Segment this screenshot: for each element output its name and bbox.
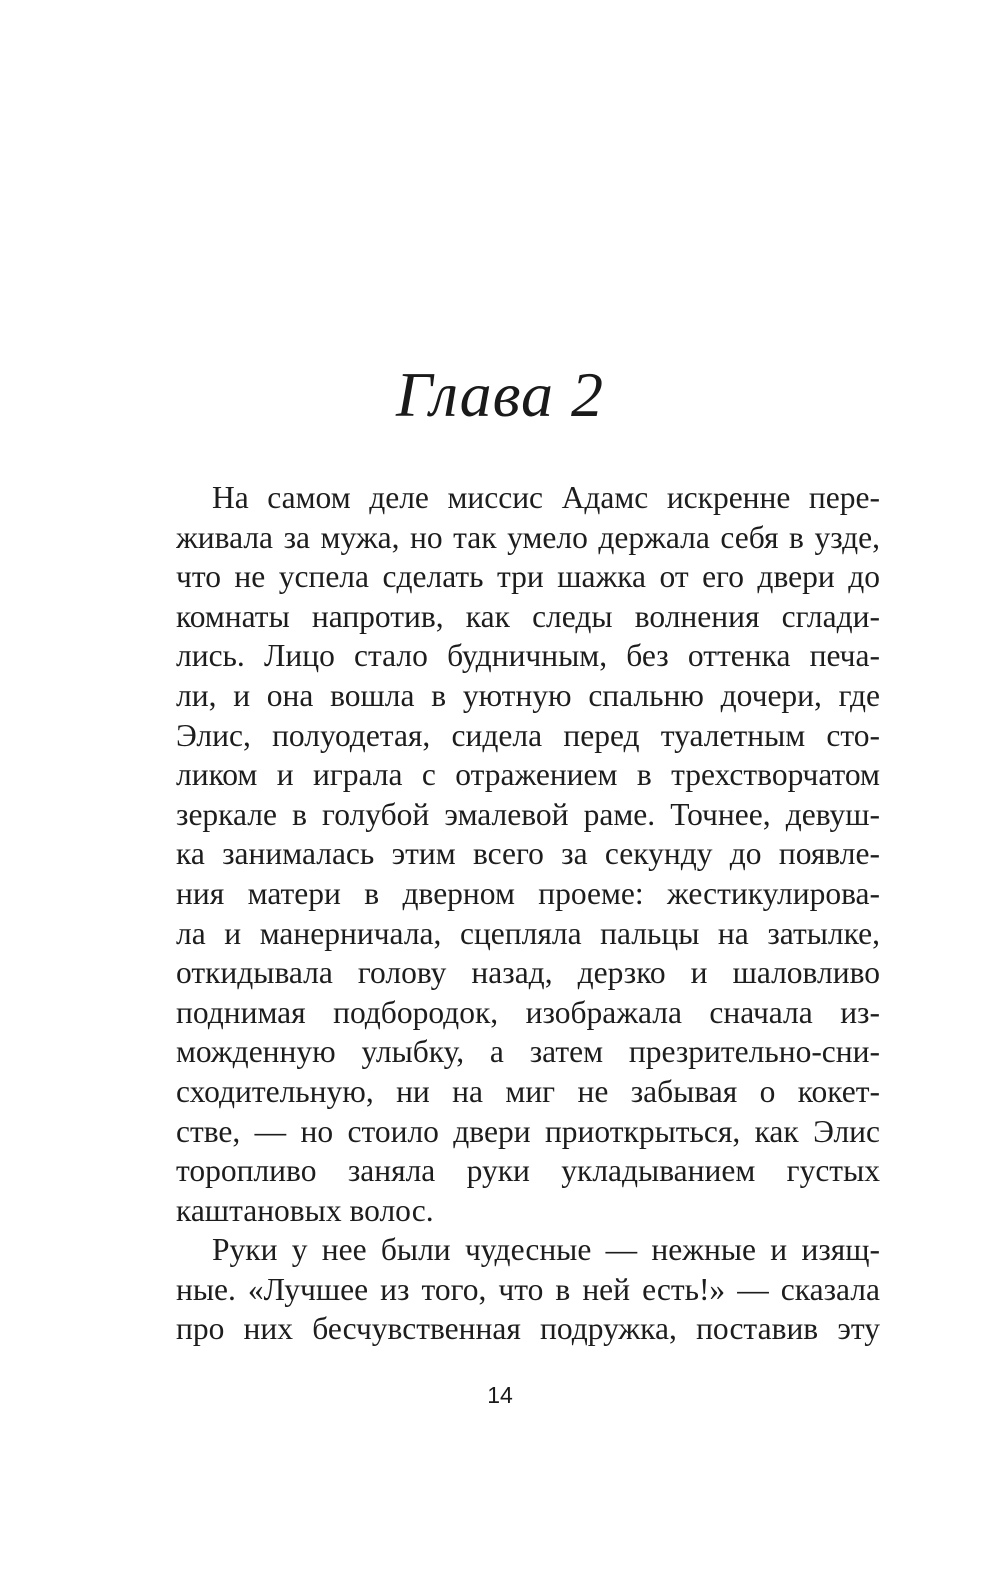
- body-text: [176, 478, 880, 1349]
- text-line: можденную улыбку, а затем презрительно-сни-: [176, 1034, 880, 1070]
- text-line: ла и манерничала, сцепляла пальцы на затылке,: [176, 915, 880, 951]
- text-line: стве, — но стоило двери приоткрыться, как Элис: [176, 1113, 880, 1149]
- text-line: поднимая подбородок, изображала сначала из-: [176, 994, 880, 1030]
- chapter-title: Глава 2: [395, 359, 605, 430]
- text-line: что не успела сделать три шажка от его двери до: [176, 559, 880, 595]
- text-line: комнаты напротив, как следы волнения сглади-: [176, 598, 880, 634]
- text-line: каштановых волос.: [176, 1192, 434, 1228]
- text-line: ликом и играла с отражением в трехстворчатом: [176, 757, 880, 793]
- text-line: зеркале в голубой эмалевой раме. Точнее, девуш-: [176, 796, 880, 832]
- paragraph-1: [176, 478, 880, 1230]
- page-number: 14: [487, 1382, 513, 1408]
- text-line: ния матери в дверном проеме: жестикулирова-: [176, 875, 880, 911]
- text-line: откидывала голову назад, дерзко и шаловливо: [176, 955, 880, 991]
- text-line: ные. «Лучшее из того, что в ней есть!» — сказала: [176, 1271, 880, 1307]
- text-line: Руки у нее были чудесные — нежные и изящ-: [212, 1232, 880, 1268]
- text-line: На самом деле миссис Адамс искренне пере-: [212, 480, 880, 515]
- paragraph-2: [176, 1230, 880, 1349]
- text-line: сходительную, ни на миг не забывая о кокет-: [176, 1073, 880, 1109]
- text-line: торопливо заняла руки укладыванием густых: [176, 1153, 880, 1189]
- text-line: живала за мужа, но так умело держала себя в узде,: [176, 519, 880, 555]
- text-line: Элис, полуодетая, сидела перед туалетным сто-: [176, 717, 880, 753]
- text-line: про них бесчувственная подружка, поставив эту: [176, 1311, 880, 1347]
- text-line: ли, и она вошла в уютную спальню дочери, где: [176, 677, 880, 713]
- text-line: лись. Лицо стало будничным, без оттенка печа-: [176, 638, 880, 674]
- text-line: ка занималась этим всего за секунду до появле-: [176, 836, 880, 872]
